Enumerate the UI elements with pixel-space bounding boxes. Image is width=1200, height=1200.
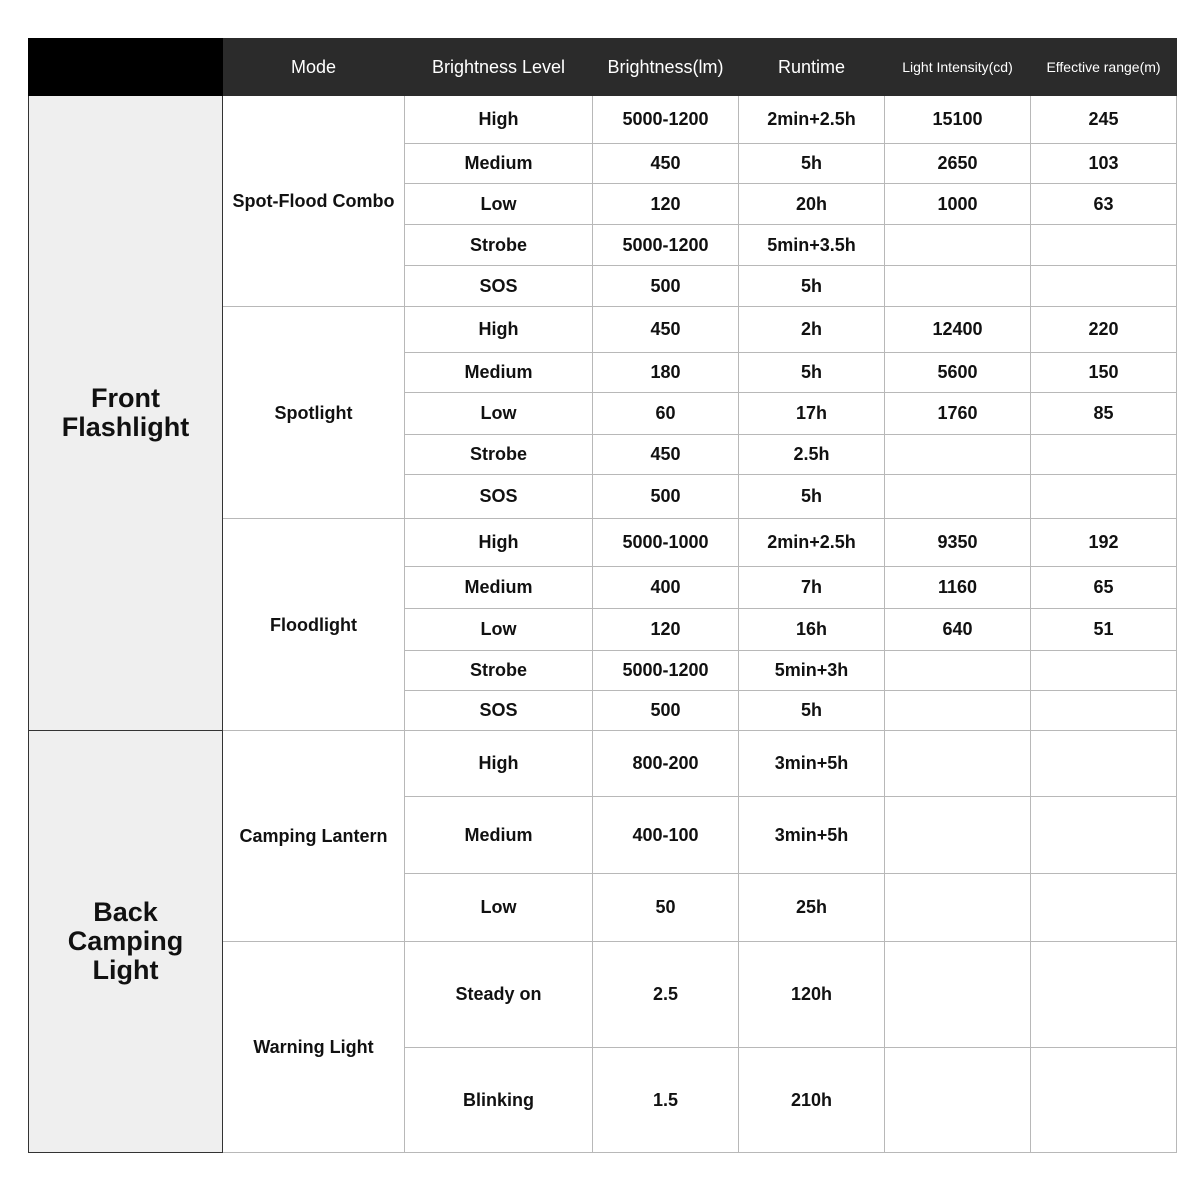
effective-range-cell [1031, 1048, 1177, 1153]
runtime-cell: 5h [739, 475, 885, 519]
light-intensity-cell: 1760 [885, 393, 1031, 435]
brightness-level-cell: Medium [405, 797, 593, 874]
light-intensity-cell: 2650 [885, 144, 1031, 184]
brightness-lumens-cell: 60 [593, 393, 739, 435]
effective-range-cell [1031, 874, 1177, 942]
brightness-lumens-cell: 180 [593, 353, 739, 393]
brightness-lumens-cell: 800-200 [593, 731, 739, 797]
runtime-cell: 25h [739, 874, 885, 942]
effective-range-cell [1031, 942, 1177, 1048]
brightness-level-cell: SOS [405, 691, 593, 731]
brightness-level-cell: Low [405, 393, 593, 435]
brightness-level-cell: SOS [405, 475, 593, 519]
runtime-cell: 7h [739, 567, 885, 609]
spec-table [28, 38, 1177, 1153]
effective-range-cell [1031, 475, 1177, 519]
effective-range-cell: 65 [1031, 567, 1177, 609]
effective-range-cell [1031, 691, 1177, 731]
header-runtime: Runtime [739, 39, 885, 96]
brightness-level-cell: Medium [405, 353, 593, 393]
brightness-level-cell: Medium [405, 567, 593, 609]
brightness-lumens-cell: 500 [593, 691, 739, 731]
effective-range-cell: 245 [1031, 96, 1177, 144]
runtime-cell: 2.5h [739, 435, 885, 475]
brightness-level-cell: High [405, 519, 593, 567]
brightness-lumens-cell: 450 [593, 435, 739, 475]
brightness-level-cell: Low [405, 874, 593, 942]
runtime-cell: 16h [739, 609, 885, 651]
table-row [29, 96, 1177, 144]
group-label: Back Camping Light [29, 731, 223, 1153]
brightness-lumens-cell: 450 [593, 144, 739, 184]
brightness-lumens-cell: 5000-1000 [593, 519, 739, 567]
effective-range-cell [1031, 651, 1177, 691]
brightness-lumens-cell: 5000-1200 [593, 96, 739, 144]
brightness-level-cell: High [405, 96, 593, 144]
header-effective-range: Effective range(m) [1031, 39, 1177, 96]
brightness-level-cell: Strobe [405, 435, 593, 475]
brightness-level-cell: Low [405, 184, 593, 225]
runtime-cell: 3min+5h [739, 731, 885, 797]
light-intensity-cell [885, 225, 1031, 266]
brightness-lumens-cell: 5000-1200 [593, 225, 739, 266]
light-intensity-cell: 12400 [885, 307, 1031, 353]
brightness-lumens-cell: 50 [593, 874, 739, 942]
light-intensity-cell: 15100 [885, 96, 1031, 144]
header-light-intensity: Light Intensity(cd) [885, 39, 1031, 96]
light-intensity-cell [885, 435, 1031, 475]
light-intensity-cell: 5600 [885, 353, 1031, 393]
effective-range-cell: 192 [1031, 519, 1177, 567]
brightness-level-cell: SOS [405, 266, 593, 307]
brightness-lumens-cell: 2.5 [593, 942, 739, 1048]
light-intensity-cell [885, 266, 1031, 307]
runtime-cell: 2h [739, 307, 885, 353]
table-row [29, 731, 1177, 797]
header-row [29, 39, 1177, 96]
runtime-cell: 5min+3h [739, 651, 885, 691]
brightness-lumens-cell: 500 [593, 266, 739, 307]
runtime-cell: 5min+3.5h [739, 225, 885, 266]
light-intensity-cell [885, 874, 1031, 942]
light-intensity-cell [885, 731, 1031, 797]
table-header [29, 39, 1177, 96]
light-intensity-cell [885, 651, 1031, 691]
runtime-cell: 17h [739, 393, 885, 435]
header-mode: Mode [223, 39, 405, 96]
mode-label: Floodlight [223, 519, 405, 731]
runtime-cell: 120h [739, 942, 885, 1048]
effective-range-cell: 220 [1031, 307, 1177, 353]
runtime-cell: 2min+2.5h [739, 96, 885, 144]
brightness-level-cell: High [405, 307, 593, 353]
mode-label: Spot-Flood Combo [223, 96, 405, 307]
brightness-level-cell: Strobe [405, 651, 593, 691]
runtime-cell: 5h [739, 266, 885, 307]
effective-range-cell [1031, 731, 1177, 797]
header-brightness-level: Brightness Level [405, 39, 593, 96]
runtime-cell: 210h [739, 1048, 885, 1153]
mode-label: Spotlight [223, 307, 405, 519]
effective-range-cell [1031, 797, 1177, 874]
light-intensity-cell [885, 475, 1031, 519]
light-intensity-cell [885, 942, 1031, 1048]
brightness-level-cell: Medium [405, 144, 593, 184]
light-intensity-cell [885, 691, 1031, 731]
runtime-cell: 2min+2.5h [739, 519, 885, 567]
runtime-cell: 20h [739, 184, 885, 225]
runtime-cell: 5h [739, 353, 885, 393]
brightness-lumens-cell: 5000-1200 [593, 651, 739, 691]
effective-range-cell [1031, 225, 1177, 266]
table-body [29, 96, 1177, 1153]
light-intensity-cell: 640 [885, 609, 1031, 651]
effective-range-cell: 150 [1031, 353, 1177, 393]
light-intensity-cell [885, 797, 1031, 874]
brightness-lumens-cell: 450 [593, 307, 739, 353]
group-label: Front Flashlight [29, 96, 223, 731]
runtime-cell: 3min+5h [739, 797, 885, 874]
brightness-lumens-cell: 120 [593, 609, 739, 651]
brightness-level-cell: High [405, 731, 593, 797]
header-corner-cell [29, 39, 223, 96]
mode-label: Warning Light [223, 942, 405, 1153]
header-brightness-lumens: Brightness(lm) [593, 39, 739, 96]
effective-range-cell [1031, 266, 1177, 307]
effective-range-cell: 63 [1031, 184, 1177, 225]
brightness-lumens-cell: 500 [593, 475, 739, 519]
light-intensity-cell: 1160 [885, 567, 1031, 609]
light-intensity-cell: 9350 [885, 519, 1031, 567]
light-intensity-cell [885, 1048, 1031, 1153]
brightness-lumens-cell: 400-100 [593, 797, 739, 874]
brightness-lumens-cell: 1.5 [593, 1048, 739, 1153]
brightness-level-cell: Strobe [405, 225, 593, 266]
runtime-cell: 5h [739, 144, 885, 184]
brightness-level-cell: Blinking [405, 1048, 593, 1153]
light-intensity-cell: 1000 [885, 184, 1031, 225]
effective-range-cell: 85 [1031, 393, 1177, 435]
brightness-level-cell: Steady on [405, 942, 593, 1048]
effective-range-cell [1031, 435, 1177, 475]
effective-range-cell: 103 [1031, 144, 1177, 184]
mode-label: Camping Lantern [223, 731, 405, 942]
runtime-cell: 5h [739, 691, 885, 731]
brightness-lumens-cell: 120 [593, 184, 739, 225]
effective-range-cell: 51 [1031, 609, 1177, 651]
brightness-lumens-cell: 400 [593, 567, 739, 609]
brightness-level-cell: Low [405, 609, 593, 651]
